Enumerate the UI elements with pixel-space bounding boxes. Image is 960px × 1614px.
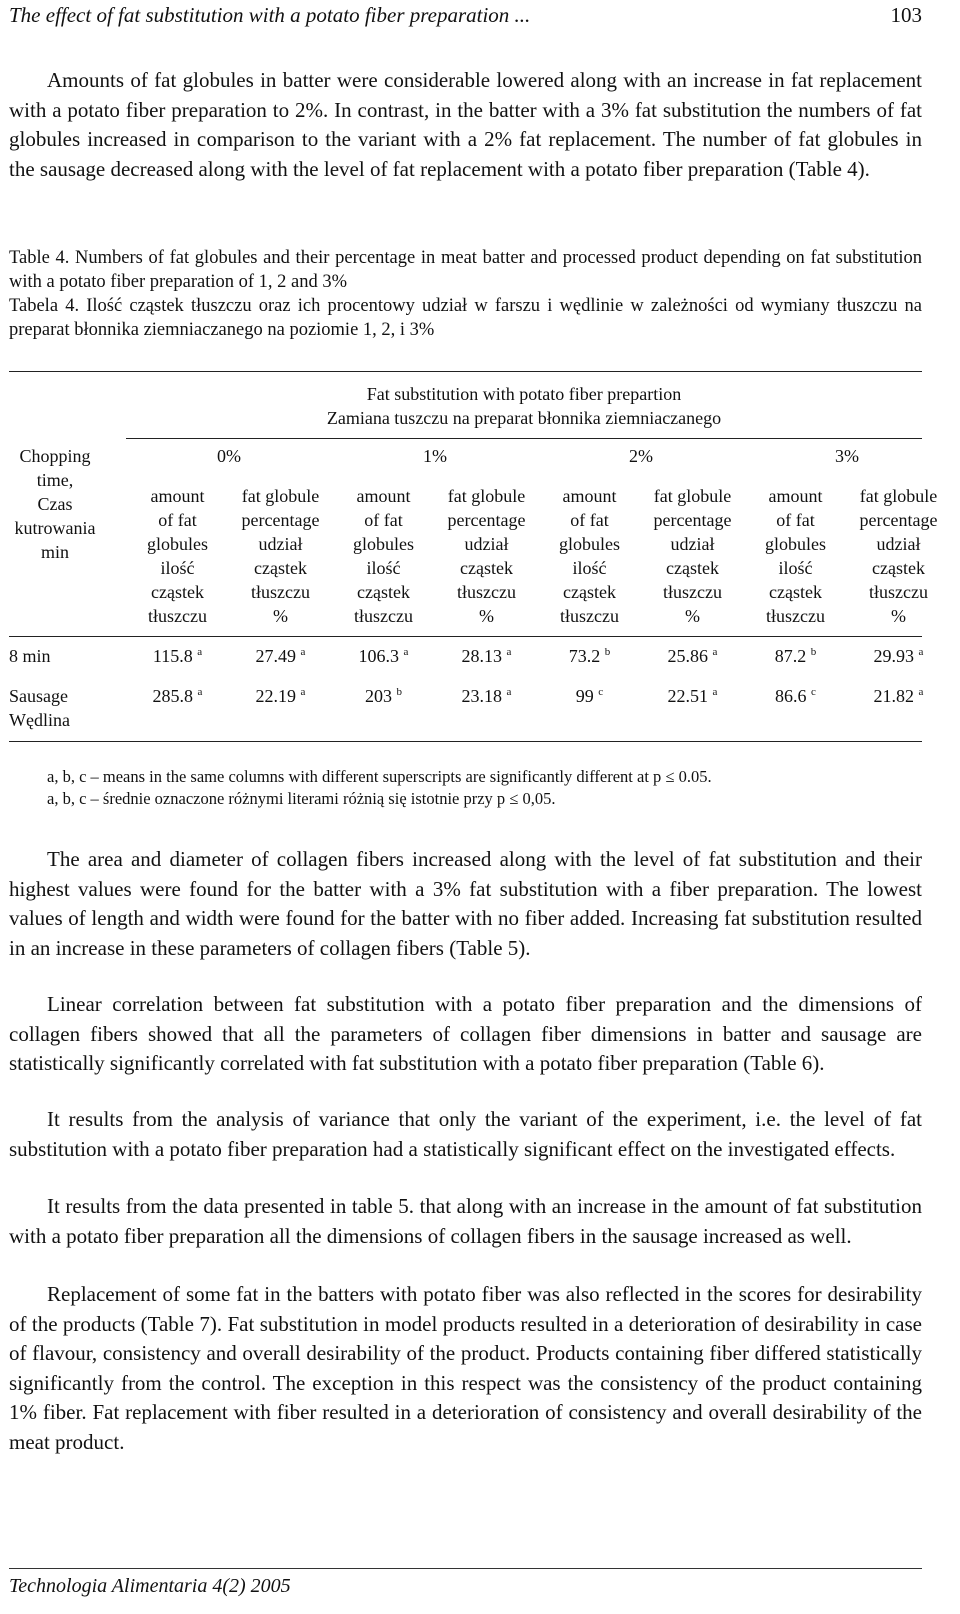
paragraph-table5: It results from the data presented in table 5. that along with an increase in the amount of fat substitution with a potato fiber preparation all the dimensions of collagen fibers in the sausage increased as well. — [9, 1194, 922, 1248]
col-header-amount-line: ilość — [572, 558, 607, 578]
cell-superscript: c — [598, 686, 604, 698]
table-header-rule — [9, 636, 922, 637]
cell-value: 21.82 — [873, 686, 915, 706]
cell-superscript: c — [811, 686, 816, 698]
col-header-amount — [126, 484, 229, 628]
col-header-amount-line: tłuszczu — [766, 606, 825, 626]
row-label — [9, 684, 109, 732]
cell-value: 25.86 — [667, 646, 709, 666]
col-header-amount-line: cząstek — [357, 582, 410, 602]
row-label-line: Wędlina — [9, 710, 70, 730]
cell-superscript: b — [604, 646, 611, 658]
col-header-percentage-line: percentage — [653, 510, 732, 530]
col-header-percentage-line: percentage — [447, 510, 526, 530]
cell-value: 87.2 — [774, 646, 807, 666]
col-header-percentage-line: % — [685, 606, 700, 626]
col-header-percentage — [641, 484, 744, 628]
table-group-rule — [126, 438, 922, 439]
col-header-amount-line: ilość — [160, 558, 195, 578]
col-header-percentage-line: percentage — [859, 510, 938, 530]
cell-superscript: a — [506, 646, 512, 658]
table-caption-pl — [9, 294, 922, 342]
col-header-amount-line: cząstek — [151, 582, 204, 602]
table-caption-en — [9, 246, 922, 294]
col-header-percentage-line: tłuszczu — [251, 582, 310, 602]
cell-superscript: a — [918, 646, 924, 658]
col-header-amount-line: amount — [150, 486, 205, 506]
cell-value: 86.6 — [775, 686, 807, 706]
page-footer — [9, 1568, 922, 1598]
cell-value: 115.8 — [152, 646, 193, 666]
row-label — [9, 644, 109, 668]
running-title: The effect of fat substitution with a potato fiber preparation ... — [9, 3, 531, 27]
cell-superscript: a — [506, 686, 512, 698]
table-cell — [847, 644, 950, 668]
cell-superscript: a — [197, 686, 203, 698]
group-header — [126, 382, 922, 430]
col-header-amount-line: of fat — [570, 510, 609, 530]
page-number: 103 — [890, 3, 922, 27]
col-header-percentage-line: udział — [258, 534, 303, 554]
row-header-chopping-time-line: min — [40, 542, 69, 562]
col-header-percentage — [229, 484, 332, 628]
col-header-amount-line: globules — [147, 534, 208, 554]
cell-superscript: a — [300, 686, 306, 698]
col-header-amount-line: amount — [768, 486, 823, 506]
cell-value: 22.51 — [667, 686, 709, 706]
footnote-en: a, b, c – means in the same columns with different superscripts are significantly different at p ≤ 0.05. — [47, 767, 712, 786]
group-header-en: Fat substitution with potato fiber prepartion — [366, 384, 682, 404]
col-header-percentage-line: fat globule — [653, 486, 732, 506]
table-cell — [641, 684, 744, 708]
cell-superscript: a — [197, 646, 203, 658]
cell-superscript: a — [403, 646, 409, 658]
col-header-amount-line: tłuszczu — [354, 606, 413, 626]
table-caption-en-label: Table 4. — [9, 248, 70, 268]
col-header-percentage-line: % — [273, 606, 288, 626]
table-caption-pl-text: Ilość cząstek tłuszczu oraz ich procentowy udział w farszu i wędlinie w zależności od wymiany tłuszczu na preparat błonnika ziemniaczanego na poziomie 1, 2, i 3% — [9, 296, 922, 340]
col-header-amount-line: of fat — [364, 510, 403, 530]
col-header-amount-line: globules — [559, 534, 620, 554]
level-header-0: 0% — [217, 446, 241, 466]
paragraph-linear-correlation: Linear correlation between fat substitution with a potato fiber preparation and the dimensions of collagen fibers showed that all the parameters of collagen fiber dimensions in batter and sausage are statistically significantly correlated with fat substitution with a potato fiber preparation (Table 6). — [9, 992, 922, 1075]
table-caption-en-text: Numbers of fat globules and their percentage in meat batter and processed product depending on fat substitution with a potato fiber preparation of 1, 2 and 3% — [9, 248, 922, 292]
cell-value: 29.93 — [873, 646, 915, 666]
row-header-chopping-time — [9, 444, 101, 564]
col-header-percentage — [435, 484, 538, 628]
col-header-percentage-line: fat globule — [447, 486, 526, 506]
footer-rule — [9, 1568, 922, 1569]
cell-superscript: a — [300, 646, 306, 658]
table-cell — [126, 644, 229, 668]
table-cell — [847, 684, 950, 708]
col-header-percentage-line: cząstek — [460, 558, 513, 578]
col-header-amount-line: amount — [562, 486, 617, 506]
cell-value: 73.2 — [568, 646, 601, 666]
table-cell — [538, 644, 641, 668]
cell-value: 285.8 — [152, 686, 194, 706]
table-cell — [229, 644, 332, 668]
cell-value: 99 — [575, 686, 594, 706]
table-cell — [126, 684, 229, 708]
col-header-percentage-line: percentage — [241, 510, 320, 530]
row-header-chopping-time-line: kutrowania — [14, 518, 96, 538]
col-header-percentage-line: tłuszczu — [663, 582, 722, 602]
col-header-amount-line: cząstek — [769, 582, 822, 602]
table-cell — [229, 684, 332, 708]
paragraph-fat-globules: Amounts of fat globules in batter were considerable lowered along with an increase in fat replacement with a potato fiber preparation to 2%. In contrast, in the batter with a 3% fat substitution the numbers of fat globules increased in comparison to the variant with a 2% fat replacement. The number of fat globules in the sausage decreased along with the level of fat replacement with a potato fiber preparation (Table 4). — [9, 68, 922, 181]
level-header-3: 3% — [835, 446, 859, 466]
table-cell — [744, 684, 847, 708]
cell-superscript: a — [712, 646, 718, 658]
table-cell — [538, 684, 641, 708]
level-header-2: 2% — [629, 446, 653, 466]
table-cell — [435, 684, 538, 708]
level-header-1: 1% — [423, 446, 447, 466]
table-4 — [9, 372, 938, 742]
col-header-amount-line: globules — [765, 534, 826, 554]
col-header-percentage-line: fat globule — [859, 486, 938, 506]
cell-value: 203 — [365, 686, 392, 706]
col-header-amount-line: globules — [353, 534, 414, 554]
col-header-percentage-line: % — [479, 606, 494, 626]
col-header-percentage-line: udział — [464, 534, 509, 554]
cell-value: 22.19 — [255, 686, 297, 706]
table-bottom-rule — [9, 741, 922, 742]
col-header-percentage-line: udział — [876, 534, 921, 554]
row-header-chopping-time-line: Czas — [37, 494, 73, 514]
paragraph-collagen-area: The area and diameter of collagen fibers increased along with the level of fat substitution and their highest values were found for the batter with a 3% fat substitution with a fiber preparation. The lowest values of length and width were found for the batter with no fiber added. Increasing fat substitution resulted in an increase in these parameters of collagen fibers (Table 5). — [9, 847, 922, 960]
col-header-percentage-line: tłuszczu — [869, 582, 928, 602]
col-header-percentage-line: cząstek — [254, 558, 307, 578]
table-cell — [641, 644, 744, 668]
paragraph-desirability: Replacement of some fat in the batters with potato fiber was also reflected in the scores for desirability of the products (Table 7). Fat substitution in model products resulted in a deterioration of desirability in case of flavour, consistency and overall desirability of the product. Products containing fiber differed statistically significantly from the control. The exception in this respect was the consistency of the product containing 1% fiber. Fat replacement with fiber resulted in a deterioration of consistency and overall desirability of the meat product. — [9, 1282, 922, 1454]
col-header-amount — [744, 484, 847, 628]
col-header-amount-line: of fat — [158, 510, 197, 530]
col-header-percentage-line: tłuszczu — [457, 582, 516, 602]
row-header-chopping-time-line: time, — [36, 470, 74, 490]
journal-name: Technologia Alimentaria 4(2) 2005 — [9, 1575, 291, 1597]
table-cell — [744, 644, 847, 668]
cell-value: 106.3 — [358, 646, 400, 666]
table-cell — [332, 644, 435, 668]
cell-superscript: b — [810, 646, 817, 658]
col-header-percentage-line: cząstek — [666, 558, 719, 578]
cell-superscript: a — [712, 686, 718, 698]
group-header-pl: Zamiana tuszczu na preparat błonnika ziemniaczanego — [326, 408, 722, 428]
cell-value: 27.49 — [255, 646, 297, 666]
col-header-amount-line: ilość — [778, 558, 813, 578]
col-header-percentage-line: % — [891, 606, 906, 626]
col-header-amount-line: cząstek — [563, 582, 616, 602]
running-header — [9, 3, 922, 33]
col-header-percentage — [847, 484, 950, 628]
col-header-percentage-line: udział — [670, 534, 715, 554]
row-header-chopping-time-line: Chopping — [19, 446, 91, 466]
table-cell — [435, 644, 538, 668]
paragraph-variance: It results from the analysis of variance that only the variant of the experiment, i.e. the level of fat substitution with a potato fiber preparation had a statistically significant effect on the investigated effects. — [9, 1107, 922, 1161]
table-caption — [9, 246, 922, 342]
col-header-amount-line: of fat — [776, 510, 815, 530]
col-header-amount-line: amount — [356, 486, 411, 506]
col-header-percentage-line: cząstek — [872, 558, 925, 578]
col-header-amount-line: tłuszczu — [148, 606, 207, 626]
col-header-percentage-line: fat globule — [241, 486, 320, 506]
col-header-amount — [538, 484, 641, 628]
row-label-line: Sausage — [9, 686, 68, 706]
cell-superscript: b — [396, 686, 402, 698]
table-cell — [332, 684, 435, 708]
col-header-amount — [332, 484, 435, 628]
cell-superscript: a — [918, 686, 924, 698]
col-header-amount-line: tłuszczu — [560, 606, 619, 626]
col-header-amount-line: ilość — [366, 558, 401, 578]
row-label-line: 8 min — [9, 646, 51, 666]
footnote-pl: a, b, c – średnie oznaczone różnymi literami różnią się istotnie przy p ≤ 0,05. — [47, 789, 556, 808]
table-caption-pl-label: Tabela 4. — [9, 296, 80, 316]
cell-value: 23.18 — [461, 686, 503, 706]
cell-value: 28.13 — [461, 646, 503, 666]
